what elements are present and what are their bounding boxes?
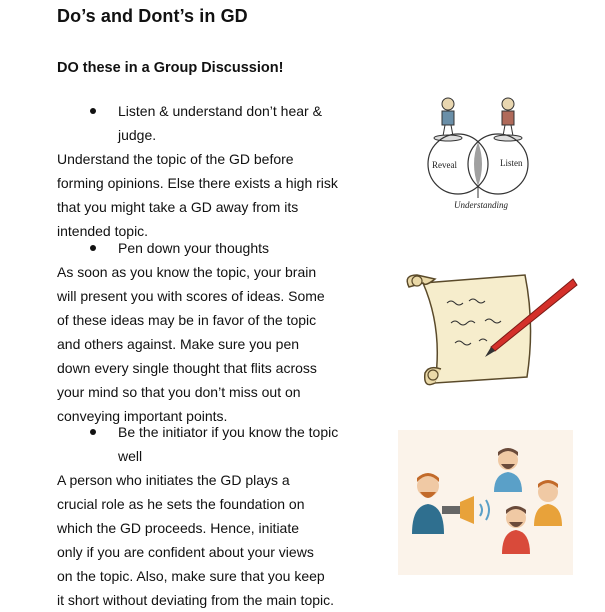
paragraph-line: forming opinions. Else there exists a high risk (57, 175, 338, 191)
paragraph-line: A person who initiates the GD plays a (57, 472, 290, 488)
venn-bottom-label: Understanding (454, 200, 508, 210)
paragraph-line: of these ideas may be in favor of the topic (57, 312, 317, 328)
group-discussion-icon (398, 430, 573, 575)
venn-diagram-illustration (410, 94, 550, 214)
paragraph-line: will present you with scores of ideas. Some (57, 288, 325, 304)
paragraph (57, 260, 402, 428)
bullet-text-line: well (118, 448, 143, 464)
bullet-dot-icon (90, 108, 96, 114)
scroll-quill-icon (395, 265, 580, 390)
section-listen (57, 99, 402, 243)
paragraph-line: that you might take a GD away from its (57, 199, 299, 215)
bullet-text-line: judge. (118, 127, 157, 143)
venn-left-label: Reveal (432, 160, 457, 170)
section-initiator (57, 420, 402, 612)
section-pen-down (57, 236, 402, 428)
paragraph-line: Understand the topic of the GD before (57, 151, 294, 167)
bullet-item (57, 236, 402, 260)
bullet-dot-icon (90, 429, 96, 435)
group-discussion-illustration (398, 430, 573, 575)
paragraph (57, 468, 402, 612)
paragraph-line: conveying important points. (57, 408, 228, 424)
section-heading: DO these in a Group Discussion! (57, 60, 284, 76)
bullet-item (57, 420, 402, 468)
bullet-dot-icon (90, 245, 96, 251)
bullet-text-line: Pen down your thoughts (118, 240, 269, 256)
paragraph-line: it short without deviating from the main topic. (57, 592, 335, 608)
bullet-item (57, 99, 402, 147)
paragraph-line: which the GD proceeds. Hence, initiate (57, 520, 300, 536)
paragraph-line: down every single thought that flits across (57, 360, 317, 376)
scroll-quill-illustration (395, 265, 580, 390)
bullet-text-line: Listen & understand don’t hear & (118, 103, 322, 119)
paragraph-line: As soon as you know the topic, your brain (57, 264, 317, 280)
paragraph-line: on the topic. Also, make sure that you keep (57, 568, 325, 584)
venn-right-label: Listen (500, 158, 523, 168)
paragraph-line: your mind so that you don’t miss out on (57, 384, 301, 400)
paragraph-line: crucial role as he sets the foundation on (57, 496, 305, 512)
paragraph-line: and others against. Make sure you pen (57, 336, 300, 352)
paragraph-line: intended topic. (57, 223, 149, 239)
page-title: Do’s and Dont’s in GD (57, 6, 248, 26)
venn-sketch-icon (410, 94, 550, 214)
paragraph-line: only if you are confident about your views (57, 544, 314, 560)
bullet-text-line: Be the initiator if you know the topic (118, 424, 339, 440)
paragraph (57, 147, 402, 243)
